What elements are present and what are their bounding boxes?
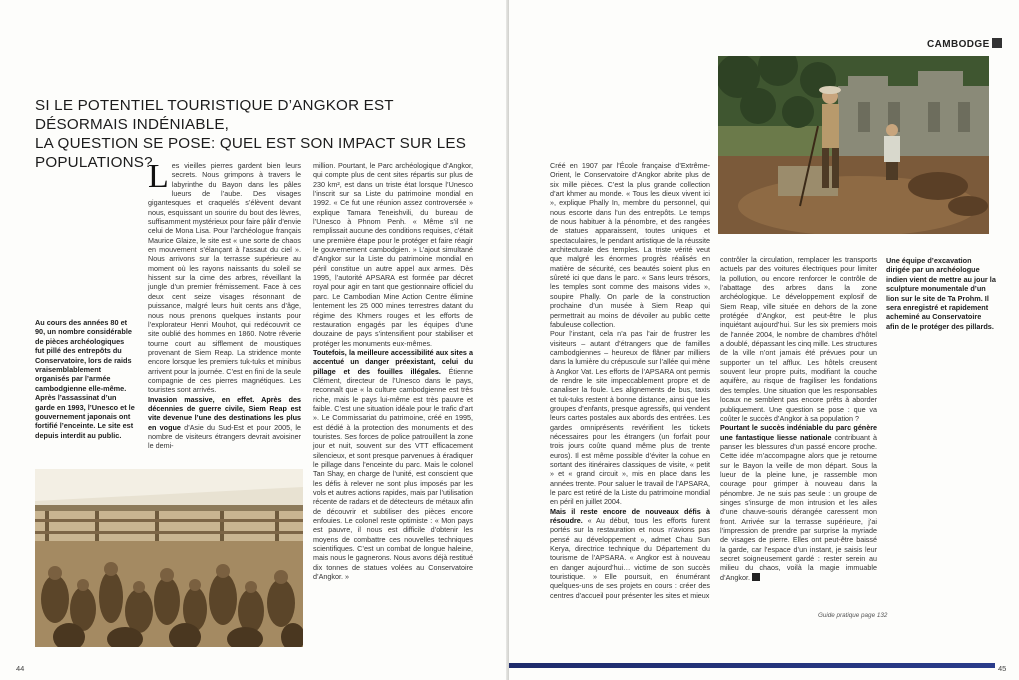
paragraph-text: « Au début, tous les efforts furent portés sur la restauration et nous n’avions pas pensé au développement », admet Chau Sun Kerya, directrice technique du Département du tourisme de l’APSARA. « Angkor est à nouveau en danger aujourd’hui… victime de son succès touristique. » Elle poursuit, en énumérant quelques-uns de ses projets en cours : créer des centres d’accueil pour présenter les sites et mieux (550, 516, 710, 600)
text-column-4 (720, 255, 877, 582)
lead-in: Toutefois, la meilleure accessibilité aux sites a accentué un danger préexistant, celui du pillage et des fouilles illégales. (313, 347, 473, 376)
lead-in: Pourtant le succès indéniable du parc génère une fantastique liesse nationale (720, 423, 877, 442)
text-column-1 (148, 158, 302, 451)
end-mark-icon (752, 573, 760, 581)
section-square-icon (992, 38, 1002, 48)
section-label: CAMBODGE (927, 39, 990, 50)
right-caption: Une équipe d’excavation dirigée par un archéologue indien vient de mettre au jour la sculpture monumentale d’un lion sur le site de Ta Prohm. Il sera enregistré et rapidement acheminé au Conservatoire afin de le protéger des pillards. (886, 256, 996, 331)
page-number-right: 45 (998, 664, 1007, 673)
lead-in: Mais il reste encore de nouveaux défis à résoudre. (550, 506, 710, 526)
paragraph: Créé en 1907 par l’École française d’Extrême-Orient, le Conservatoire d’Angkor abrite plus de six mille pièces. C’est la plus grande collection d’art khmer au monde. « Tous les dieux vivent ici », explique Phally In, membre du personnel, qui nous escorte dans l’un des entrepôts. Le temps de nous habituer à la pénombre, et des rangées de statues apparaissent, toutes uniques et spectaculaires, le pendant artistique de la réussite architecturale des temples. La triste vérité veut que malgré les énormes progrès réalisés en matière de sécurité, ces beautés soient plus en sûreté ici que dans le parc. « Sans leurs trésors, les temples sont comme des maisons vides », soupire Phally. On parle de la construction prochaine d’un musée à Siem Reap qui permettrait au moins de dévoiler au public cette fabuleuse collection. (550, 161, 710, 329)
excavation-photo (718, 56, 989, 234)
conservatory-warehouse-photo (35, 469, 303, 647)
title-line-2: LA QUESTION SE POSE: QUEL EST SON IMPACT SUR LES POPULATIONS? (35, 135, 467, 171)
title-line-1: SI LE POTENTIEL TOURISTIQUE D’ANGKOR EST DÉSORMAIS INDÉNIABLE, (35, 97, 394, 133)
paragraph (313, 348, 473, 582)
paragraph (550, 507, 710, 600)
lead-in: Invasion massive, en effet. Après des décennies de guerre civile, Siem Reap est vite devenue l’une des destinations les plus en vogue (148, 394, 301, 432)
practical-guide-credit: Guide pratique page 132 (818, 612, 888, 619)
text-column-2 (313, 161, 473, 581)
left-caption: Au cours des années 80 et 90, un nombre considérable de pièces archéologiques fut pillé des entrepôts du Conservatoire, lors de raids vraisemblablement organisés par l’armée cambodgienne elle-même. Après l’assassinat d’un garde en 1993, l’Unesco et le gouvernement japonais ont fortifié l’enceinte. Le site est depuis interdit au public. (35, 318, 135, 440)
section-tag (927, 38, 1002, 50)
paragraph: es vieilles pierres gardent bien leurs secrets. Nous grimpons à travers le labyrinthe du Bayon dans les pâles lueurs de l’aube. Des visages gigantesques et craquelés s’élèvent devant nous, esquissant un sourire du bout des lèvres, suffisamment mystérieux pour faire pâlir d’envie celui de Mona Lisa. Pour l’archéologue français Maurice Glaize, le site est « une sorte de chaos en mouvement s’élançant à l’assaut du ciel ». Nous arrivons sur la terrasse supérieure au moment où les rayons naissants du soleil se hissent sur la cime des arbres, réveillant la jungle d’un premier frémissement. Face à ces deux cent seize visages résonnant de puissance, malgré leurs huit cents ans d’âge, nous nous prenons quelques instants pour l’explorateur Henri Mouhot, qui redécouvrit ce site oublié des hommes en 1860. Notre rêverie tourne court au sifflement de moustiques provenant de Siem Reap. La stridence monte encore lorsque les premiers tuk-tuks et minibus arrivent pour la journée. C’est en fini de la seule compagnie de ces pierres magnétiques. Les touristes sont arrivés. (148, 161, 301, 395)
paragraph: Pour l’instant, cela n’a pas l’air de frustrer les visiteurs – autant d’étrangers que de familles cambodgiennes – heureux de flâner par milliers dans la lumière du crépuscule sur l’allée qui mène à Angkor Vat. Les efforts de l’APSARA ont permis de rendre le site impeccablement propre et de canaliser la foule. Les alignements de bus, taxis et tuk-tuks restent à bonne distance, ainsi que les groupes d’enfants, presque agressifs, qui vendent leurs cartes postales aux abords des entrées. Les gardes omniprésents revérifient les tickets nécessaires pour les étrangers (un forfait pour trois jours coûte quand même plus de trente euros). Il est même possible d’éviter la cohue en sortant des itinéraires classiques de visite, « petit » et « grand circuit », mis en place dans les années trente. Pour saluer le travail de l’APSARA, le parc est retiré de la Liste du patrimoine mondial en péril en juillet 2004. (550, 329, 710, 507)
paragraph-text: d’Asie du Sud-Est et pour 2005, le nombre de visiteurs étrangers devrait avoisiner le demi- (148, 422, 302, 451)
paragraph-text: contribuant à panser les blessures d’un passé encore proche. Cette idée m’accompagne alors que je retourne sur le Bayon la veille de mon départ. Sous la lueur de la pleine lune, je rassemble mon courage pour grimper à nouveau dans la pénombre. Je ne suis pas seule : un groupe de singes s’insurge de mon intrusion et les ailes d’une chauve-souris dérangée caressent mon front. Arrivée sur la terrasse supérieure, j’ai l’impression de prendre par surprise la myriade de visages de pierre. Elles ont peut-être baissé la garde, car l’espace d’un instant, je saisis leur secret soigneusement gardé : rester serein au milieu du chaos, voilà la magie immuable d’Angkor. (720, 432, 877, 582)
paragraph-text: Étienne Clément, directeur de l’Unesco dans le pays, reconnaît que « la culture cambodgienne est très riche, mais le pays lui-même est très pauvre et faible. C’est une situation idéale pour le trafic d’art ». Le Commissariat du patrimoine, créé en 1995, est dédié à la protection des monuments et des touristes. Ses forces de police patrouillent la zone jour et nuit, souvent sur des VTT efficacement silencieux, et sont presque parvenues à éradiquer le pillage dans l’enceinte du parc. Mais le colonel Tan Shay, en charge de l’unité, est conscient que les défis à relever ne sont plus imposés par les vols et autres actions rapides, mais par l’utilisation récente de radars et de détecteurs de métaux afin de découvrir et subtiliser des pièces encore enfouies. Le colonel reste optimiste : « Mon pays est pauvre, il nous est difficile d’obtenir les moyens de combattre ces nouvelles techniques scientifiques. C’est un combat de longue haleine, mais nous le gagnerons. Nous avons déjà restitué dix tonnes de statues volées au Conservatoire d’Angkor. » (313, 366, 473, 582)
paragraph (148, 395, 301, 451)
paragraph (720, 423, 877, 582)
left-page (0, 0, 509, 680)
text-column-3 (550, 161, 710, 600)
paragraph: million. Pourtant, le Parc archéologique d’Angkor, qui compte plus de cent sites répartis sur plus de 230 km², est dans un triste état lorsque l’Unesco l’inscrit sur sa Liste du patrimoine mondial en 1992. « Ce fut une réunion assez controversée » explique Tamara Teneishvili, du bureau de l’Unesco à Phnom Penh. « Même s’il ne remplissait aucune des conditions requises, c’était une première étape pour le protéger et faire réagir le gouvernement cambodgien. » L’ajout simultané d’Angkor sur la Liste du patrimoine mondial en péril constitue un autre appel aux armes. Dès 1995, l’autorité APSARA est formée par décret royal pour agir en tant que gestionnaire officiel du parc. Le Cambodian Mine Action Centre élimine lentement les 25 000 mines terrestres datant du régime des Khmers rouges et les efforts de restauration engagés par les équipes d’une douzaine de pays s’intensifient pour stabiliser et protéger les monuments eux-mêmes. (313, 161, 473, 348)
footer-bar (509, 663, 995, 668)
page-number-left: 44 (16, 664, 25, 673)
paragraph: contrôler la circulation, remplacer les transports actuels par des voitures électriques pour limiter la pollution, ou encore renforcer le contrôle de l’abattage des arbres dans la zone archéologique. Le développement explosif de Siem Reap, ville située en dehors de la zone protégée d’Angkor, est peut-être le plus inquiétant aujourd’hui. Sur les six premiers mois de l’année 2004, le nombre de chambres d’hôtel a doublé, dépassant les cinq mille. Les structures de la ville n’ont jamais été prévues pour un supporter un tel afflux. Les hôtels creusent souvent leur propre puits, modifiant la couche aquifère, au risque de fragiliser les fondations des temples. Une situation que les responsables locaux ne semblent pas encore prêts à aborder publiquement. Une question se pose : que va coûter le succès d’Angkor à sa population ? (720, 255, 878, 423)
drop-cap: L (148, 158, 169, 195)
